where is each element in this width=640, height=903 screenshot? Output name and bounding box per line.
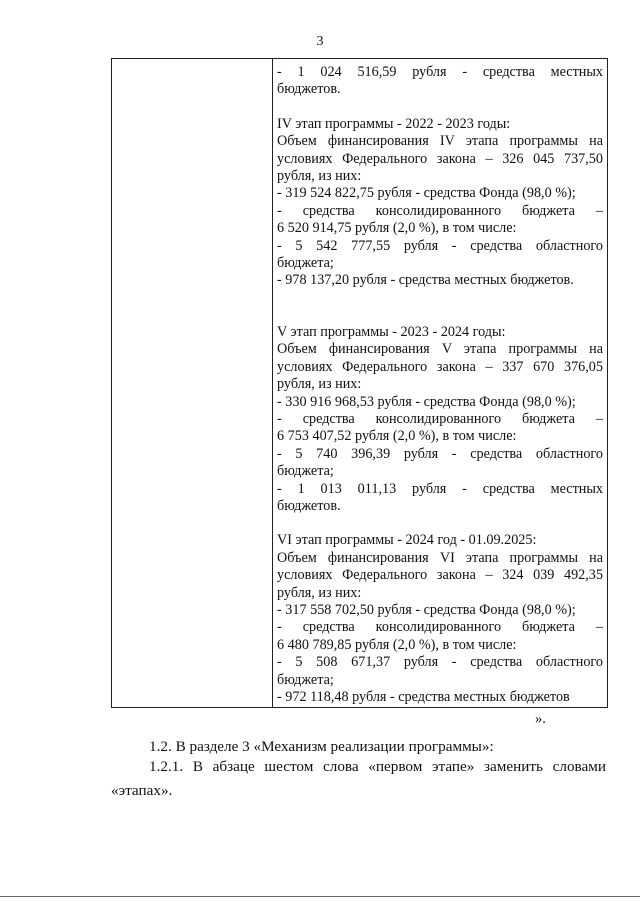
cell-line: - средства консолидированного бюджета –: [277, 410, 603, 427]
cell-line: IV этап программы - 2022 - 2023 годы:: [277, 115, 511, 132]
cell-line: V этап программы - 2023 - 2024 годы:: [277, 323, 506, 340]
cell-line: рубля, из них:: [277, 376, 362, 393]
cell-line: - 319 524 822,75 рубля - средства Фонда (98,0 %);: [277, 185, 576, 202]
cell-line: 6 480 789,85 рубля (2,0 %), в том числе:: [277, 636, 517, 653]
cell-line: рубля, из них:: [277, 168, 362, 185]
cell-line: условиях Федерального закона – 324 039 492,35: [277, 567, 603, 584]
cell-line: Объем финансирования V этапа программы на: [277, 341, 603, 358]
cell-line: условиях Федерального закона – 326 045 737,50: [277, 150, 603, 167]
cell-line: - 972 118,48 рубля - средства местных бюджетов: [277, 689, 570, 705]
cell-line: - 317 558 702,50 рубля - средства Фонда (98,0 %);: [277, 601, 576, 618]
financing-cell: [277, 64, 603, 706]
cell-line: - 5 508 671,37 рубля - средства областного: [277, 654, 603, 671]
cell-line: 6 520 914,75 рубля (2,0 %), в том числе:: [277, 220, 517, 237]
cell-line: - 330 916 968,53 рубля - средства Фонда (98,0 %);: [277, 393, 576, 410]
cell-line: Объем финансирования IV этапа программы на: [277, 133, 603, 150]
cell-line: - 1 024 516,59 рубля - средства местных: [277, 64, 603, 80]
cell-line: бюджета;: [277, 671, 334, 688]
cell-line: бюджета;: [277, 255, 334, 272]
paragraph-1-2: 1.2. В разделе 3 «Механизм реализации программы»:: [149, 738, 494, 755]
cell-line: - средства консолидированного бюджета –: [277, 202, 603, 219]
financing-table: [111, 58, 608, 708]
paragraph-1-2-1: 1.2.1. В абзаце шестом слова «первом этапе» заменить словами: [149, 758, 606, 775]
cell-line: - 978 137,20 рубля - средства местных бюджетов.: [277, 272, 574, 289]
line-gap: [277, 99, 603, 116]
cell-line: - 5 740 396,39 рубля - средства областного: [277, 445, 603, 462]
cell-line: - средства консолидированного бюджета –: [277, 619, 603, 636]
cell-line: - 1 013 011,13 рубля - средства местных: [277, 480, 603, 497]
line-gap: [277, 290, 603, 324]
table-column-divider: [272, 59, 273, 707]
cell-line: условиях Федерального закона – 337 670 376,05: [277, 358, 603, 375]
cell-line: 6 753 407,52 рубля (2,0 %), в том числе:: [277, 428, 517, 445]
paragraph-1-2-1-continued: «этапах».: [111, 782, 173, 799]
cell-line: бюджетов.: [277, 497, 341, 514]
cell-line: VI этап программы - 2024 год - 01.09.2025:: [277, 532, 537, 549]
bottom-rule: [0, 896, 640, 897]
line-gap: [277, 515, 603, 532]
cell-line: Объем финансирования VI этапа программы на: [277, 549, 603, 566]
cell-line: - 5 542 777,55 рубля - средства областного: [277, 237, 603, 254]
cell-line: бюджета;: [277, 463, 334, 480]
page-number: 3: [316, 34, 324, 49]
cell-line: бюджетов.: [277, 81, 341, 98]
cell-line: рубля, из них:: [277, 584, 362, 601]
closing-quote: ».: [535, 711, 546, 727]
